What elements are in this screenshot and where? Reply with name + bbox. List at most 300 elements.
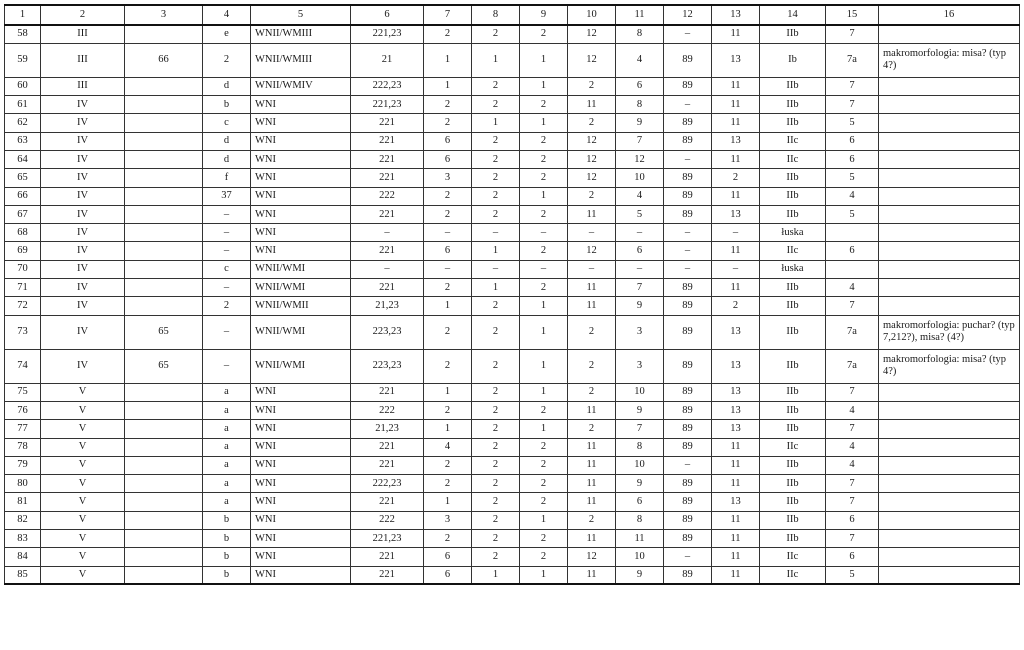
table-cell-col-13: 11 (712, 187, 760, 205)
table-cell-col-11: 10 (616, 169, 664, 187)
table-cell-col-11: 9 (616, 114, 664, 132)
table-cell-col-10: 12 (568, 25, 616, 43)
table-row (5, 456, 1020, 474)
table-cell-col-12: 89 (664, 566, 712, 584)
table-cell-col-3 (125, 96, 203, 114)
table-cell-col-7: 1 (424, 493, 472, 511)
table-cell-col-12: 89 (664, 530, 712, 548)
table-cell-col-8: 2 (472, 401, 520, 419)
table-cell-col-15: 7 (826, 383, 879, 401)
table-cell-col-6: 223,23 (351, 315, 424, 349)
table-cell-col-2: V (41, 511, 125, 529)
table-cell-col-11: 8 (616, 96, 664, 114)
table-cell-col-3 (125, 169, 203, 187)
table-row (5, 43, 1020, 77)
table-cell-col-12: 89 (664, 383, 712, 401)
table-cell-col-8: 2 (472, 150, 520, 168)
table-cell-col-1: 76 (5, 401, 41, 419)
table-cell-col-6: 222 (351, 187, 424, 205)
table-cell-col-7: 2 (424, 96, 472, 114)
table-cell-col-3 (125, 548, 203, 566)
table-cell-col-2: IV (41, 349, 125, 383)
table-row (5, 383, 1020, 401)
table-row (5, 25, 1020, 43)
table-cell-col-11: – (616, 224, 664, 242)
table-cell-col-9: – (520, 224, 568, 242)
table-row (5, 401, 1020, 419)
table-cell-col-11: 9 (616, 475, 664, 493)
table-cell-col-11: 4 (616, 43, 664, 77)
table-cell-col-1: 84 (5, 548, 41, 566)
table-cell-col-6: 21,23 (351, 420, 424, 438)
table-cell-col-3 (125, 205, 203, 223)
table-row (5, 548, 1020, 566)
table-cell-col-1: 60 (5, 77, 41, 95)
table-cell-col-6: – (351, 260, 424, 278)
table-cell-col-13: 11 (712, 77, 760, 95)
table-cell-col-4: b (203, 530, 251, 548)
table-cell-col-11: 8 (616, 438, 664, 456)
table-cell-col-13: – (712, 224, 760, 242)
table-cell-col-12: 89 (664, 279, 712, 297)
table-cell-col-10: 2 (568, 114, 616, 132)
table-cell-col-11: 6 (616, 77, 664, 95)
column-header-2: 2 (41, 5, 125, 25)
table-cell-col-15: 5 (826, 205, 879, 223)
table-cell-col-13: 11 (712, 566, 760, 584)
table-cell-col-3 (125, 150, 203, 168)
table-cell-col-1: 63 (5, 132, 41, 150)
table-cell-col-14: IIb (760, 77, 826, 95)
table-cell-col-16 (879, 401, 1020, 419)
table-cell-col-13: 2 (712, 169, 760, 187)
table-cell-col-6: 222,23 (351, 475, 424, 493)
table-cell-col-9: 1 (520, 77, 568, 95)
table-cell-col-16 (879, 224, 1020, 242)
table-cell-col-13: 13 (712, 420, 760, 438)
table-cell-col-9: 2 (520, 25, 568, 43)
table-cell-col-10: 11 (568, 566, 616, 584)
table-cell-col-3 (125, 114, 203, 132)
table-cell-col-4: b (203, 566, 251, 584)
table-cell-col-5: WNI (251, 566, 351, 584)
table-cell-col-2: IV (41, 279, 125, 297)
table-cell-col-1: 82 (5, 511, 41, 529)
table-cell-col-8: – (472, 260, 520, 278)
table-cell-col-10: 11 (568, 530, 616, 548)
table-cell-col-3 (125, 511, 203, 529)
table-cell-col-16 (879, 96, 1020, 114)
table-cell-col-16: makromorfologia: misa? (typ 4?) (879, 43, 1020, 77)
table-cell-col-1: 58 (5, 25, 41, 43)
table-cell-col-11: 9 (616, 566, 664, 584)
table-cell-col-15: 4 (826, 187, 879, 205)
table-cell-col-11: 3 (616, 315, 664, 349)
table-cell-col-14: IIb (760, 511, 826, 529)
table-cell-col-6: 221 (351, 150, 424, 168)
table-cell-col-5: WNI (251, 420, 351, 438)
table-cell-col-16 (879, 297, 1020, 315)
table-cell-col-5: WNII/WMIV (251, 77, 351, 95)
table-cell-col-12: 89 (664, 132, 712, 150)
table-cell-col-13: 11 (712, 25, 760, 43)
table-row (5, 438, 1020, 456)
table-cell-col-1: 81 (5, 493, 41, 511)
table-row (5, 96, 1020, 114)
table-cell-col-3 (125, 456, 203, 474)
table-cell-col-15: 7 (826, 530, 879, 548)
table-cell-col-7: 2 (424, 475, 472, 493)
table-cell-col-9: 2 (520, 456, 568, 474)
table-cell-col-16: makromorfologia: puchar? (typ 7,212?), misa? (4?) (879, 315, 1020, 349)
table-cell-col-9: 1 (520, 511, 568, 529)
table-cell-col-12: 89 (664, 349, 712, 383)
table-cell-col-4: a (203, 456, 251, 474)
table-cell-col-4: f (203, 169, 251, 187)
table-cell-col-8: 2 (472, 349, 520, 383)
table-cell-col-12: – (664, 242, 712, 260)
table-cell-col-5: WNI (251, 114, 351, 132)
table-cell-col-5: WNI (251, 511, 351, 529)
table-cell-col-13: 11 (712, 242, 760, 260)
table-cell-col-2: V (41, 456, 125, 474)
table-cell-col-7: 2 (424, 315, 472, 349)
table-cell-col-16 (879, 205, 1020, 223)
table-cell-col-13: 13 (712, 315, 760, 349)
table-cell-col-15: 7a (826, 43, 879, 77)
table-cell-col-2: V (41, 383, 125, 401)
table-cell-col-6: 221 (351, 132, 424, 150)
table-cell-col-6: 221 (351, 438, 424, 456)
table-cell-col-9: – (520, 260, 568, 278)
table-cell-col-7: 6 (424, 242, 472, 260)
table-cell-col-6: 221 (351, 548, 424, 566)
table-cell-col-8: 1 (472, 566, 520, 584)
table-cell-col-8: 1 (472, 43, 520, 77)
table-cell-col-1: 64 (5, 150, 41, 168)
table-cell-col-12: 89 (664, 401, 712, 419)
table-cell-col-6: 221 (351, 383, 424, 401)
table-cell-col-5: WNI (251, 96, 351, 114)
table-row (5, 349, 1020, 383)
table-cell-col-4: a (203, 420, 251, 438)
table-cell-col-10: 2 (568, 77, 616, 95)
table-cell-col-7: 2 (424, 187, 472, 205)
table-cell-col-8: 2 (472, 511, 520, 529)
table-cell-col-6: 221 (351, 493, 424, 511)
table-row (5, 260, 1020, 278)
table-cell-col-10: 2 (568, 187, 616, 205)
table-cell-col-9: 2 (520, 530, 568, 548)
table-cell-col-1: 74 (5, 349, 41, 383)
table-cell-col-9: 2 (520, 96, 568, 114)
table-cell-col-3: 65 (125, 315, 203, 349)
table-cell-col-2: IV (41, 187, 125, 205)
table-cell-col-2: IV (41, 114, 125, 132)
table-cell-col-1: 83 (5, 530, 41, 548)
table-cell-col-4: d (203, 150, 251, 168)
table-cell-col-7: 1 (424, 420, 472, 438)
table-cell-col-4: 2 (203, 297, 251, 315)
table-cell-col-14: IIb (760, 530, 826, 548)
table-cell-col-7: 1 (424, 297, 472, 315)
table-cell-col-11: 10 (616, 548, 664, 566)
table-cell-col-1: 65 (5, 169, 41, 187)
table-cell-col-6: – (351, 224, 424, 242)
table-cell-col-14: IIc (760, 566, 826, 584)
table-cell-col-16 (879, 187, 1020, 205)
table-cell-col-13: 11 (712, 456, 760, 474)
table-cell-col-5: WNI (251, 169, 351, 187)
table-cell-col-4: b (203, 511, 251, 529)
table-cell-col-14: IIc (760, 548, 826, 566)
table-cell-col-15: 6 (826, 242, 879, 260)
table-cell-col-12: 89 (664, 297, 712, 315)
table-cell-col-1: 66 (5, 187, 41, 205)
table-cell-col-2: IV (41, 260, 125, 278)
table-cell-col-13: 11 (712, 114, 760, 132)
data-table (4, 4, 1020, 585)
table-cell-col-9: 2 (520, 475, 568, 493)
table-cell-col-15: 4 (826, 438, 879, 456)
table-cell-col-3 (125, 224, 203, 242)
table-cell-col-12: 89 (664, 315, 712, 349)
table-cell-col-12: – (664, 96, 712, 114)
column-header-5: 5 (251, 5, 351, 25)
table-cell-col-1: 62 (5, 114, 41, 132)
table-row (5, 566, 1020, 584)
table-cell-col-10: 11 (568, 279, 616, 297)
table-cell-col-2: III (41, 25, 125, 43)
table-cell-col-12: – (664, 260, 712, 278)
table-cell-col-2: V (41, 493, 125, 511)
table-cell-col-13: 11 (712, 475, 760, 493)
table-cell-col-8: 2 (472, 315, 520, 349)
table-cell-col-11: 3 (616, 349, 664, 383)
table-cell-col-13: 13 (712, 132, 760, 150)
table-cell-col-14: IIb (760, 96, 826, 114)
table-cell-col-15: 7a (826, 349, 879, 383)
table-cell-col-16 (879, 114, 1020, 132)
table-cell-col-16 (879, 566, 1020, 584)
table-cell-col-7: 2 (424, 456, 472, 474)
table-cell-col-8: 2 (472, 297, 520, 315)
table-cell-col-7: – (424, 224, 472, 242)
table-cell-col-1: 77 (5, 420, 41, 438)
table-cell-col-4: – (203, 224, 251, 242)
table-cell-col-5: WNI (251, 456, 351, 474)
table-cell-col-4: e (203, 25, 251, 43)
table-cell-col-14: Ib (760, 43, 826, 77)
table-cell-col-4: – (203, 242, 251, 260)
table-cell-col-8: 2 (472, 205, 520, 223)
table-cell-col-1: 70 (5, 260, 41, 278)
table-cell-col-7: 6 (424, 548, 472, 566)
table-cell-col-7: 1 (424, 383, 472, 401)
table-cell-col-16 (879, 77, 1020, 95)
table-cell-col-9: 2 (520, 205, 568, 223)
table-cell-col-16 (879, 150, 1020, 168)
table-cell-col-4: – (203, 315, 251, 349)
table-cell-col-2: IV (41, 150, 125, 168)
table-cell-col-5: WNI (251, 132, 351, 150)
column-header-14: 14 (760, 5, 826, 25)
table-cell-col-8: 2 (472, 548, 520, 566)
table-cell-col-10: 11 (568, 96, 616, 114)
table-cell-col-9: 1 (520, 297, 568, 315)
table-body (5, 25, 1020, 584)
table-cell-col-16 (879, 438, 1020, 456)
table-cell-col-8: 1 (472, 279, 520, 297)
table-cell-col-1: 79 (5, 456, 41, 474)
column-header-11: 11 (616, 5, 664, 25)
table-cell-col-13: 13 (712, 401, 760, 419)
table-cell-col-11: 7 (616, 420, 664, 438)
table-cell-col-6: 21 (351, 43, 424, 77)
table-cell-col-11: 6 (616, 493, 664, 511)
table-cell-col-2: IV (41, 169, 125, 187)
table-cell-col-12: 89 (664, 43, 712, 77)
table-cell-col-5: WNI (251, 150, 351, 168)
table-cell-col-5: WNII/WMII (251, 297, 351, 315)
table-cell-col-3 (125, 187, 203, 205)
table-cell-col-7: – (424, 260, 472, 278)
table-cell-col-16 (879, 260, 1020, 278)
table-cell-col-1: 85 (5, 566, 41, 584)
table-cell-col-2: IV (41, 297, 125, 315)
table-cell-col-1: 75 (5, 383, 41, 401)
table-cell-col-2: IV (41, 205, 125, 223)
column-header-9: 9 (520, 5, 568, 25)
table-cell-col-8: 2 (472, 438, 520, 456)
table-cell-col-5: WNI (251, 242, 351, 260)
table-cell-col-11: 10 (616, 456, 664, 474)
table-cell-col-10: 11 (568, 456, 616, 474)
table-cell-col-8: 2 (472, 25, 520, 43)
table-cell-col-6: 223,23 (351, 349, 424, 383)
table-cell-col-11: – (616, 260, 664, 278)
table-cell-col-4: a (203, 383, 251, 401)
table-cell-col-9: 2 (520, 242, 568, 260)
table-cell-col-4: a (203, 475, 251, 493)
table-cell-col-14: IIb (760, 315, 826, 349)
table-cell-col-5: WNI (251, 438, 351, 456)
table-cell-col-13: 13 (712, 383, 760, 401)
table-cell-col-15: 7 (826, 96, 879, 114)
table-cell-col-8: 2 (472, 456, 520, 474)
table-cell-col-8: 2 (472, 475, 520, 493)
table-cell-col-11: 10 (616, 383, 664, 401)
table-cell-col-8: 2 (472, 96, 520, 114)
table-cell-col-8: 2 (472, 493, 520, 511)
table-cell-col-6: 21,23 (351, 297, 424, 315)
table-cell-col-11: 8 (616, 25, 664, 43)
table-cell-col-16 (879, 169, 1020, 187)
table-row (5, 77, 1020, 95)
table-cell-col-11: 9 (616, 401, 664, 419)
table-cell-col-5: WNII/WMIII (251, 25, 351, 43)
table-cell-col-5: WNI (251, 205, 351, 223)
table-row (5, 530, 1020, 548)
table-cell-col-6: 221,23 (351, 96, 424, 114)
table-cell-col-11: 7 (616, 132, 664, 150)
table-row (5, 132, 1020, 150)
table-cell-col-2: IV (41, 96, 125, 114)
table-cell-col-5: WNI (251, 383, 351, 401)
table-cell-col-10: – (568, 224, 616, 242)
table-cell-col-7: 3 (424, 511, 472, 529)
table-cell-col-10: 11 (568, 493, 616, 511)
table-cell-col-14: IIb (760, 349, 826, 383)
table-cell-col-10: 2 (568, 383, 616, 401)
table-cell-col-14: IIb (760, 493, 826, 511)
column-header-16: 16 (879, 5, 1020, 25)
table-cell-col-9: 2 (520, 493, 568, 511)
table-cell-col-2: V (41, 475, 125, 493)
table-row (5, 150, 1020, 168)
table-cell-col-4: c (203, 114, 251, 132)
table-cell-col-4: – (203, 279, 251, 297)
table-cell-col-12: 89 (664, 475, 712, 493)
table-cell-col-2: IV (41, 132, 125, 150)
table-cell-col-11: 12 (616, 150, 664, 168)
table-cell-col-4: 2 (203, 43, 251, 77)
table-cell-col-7: 6 (424, 150, 472, 168)
table-cell-col-12: 89 (664, 114, 712, 132)
table-cell-col-16 (879, 548, 1020, 566)
table-cell-col-16 (879, 511, 1020, 529)
table-cell-col-10: 12 (568, 548, 616, 566)
table-cell-col-9: 1 (520, 187, 568, 205)
table-cell-col-5: WNII/WMI (251, 279, 351, 297)
table-cell-col-8: 2 (472, 530, 520, 548)
table-cell-col-11: 6 (616, 242, 664, 260)
table-cell-col-12: – (664, 25, 712, 43)
table-cell-col-2: V (41, 530, 125, 548)
table-cell-col-6: 221 (351, 279, 424, 297)
table-cell-col-13: 13 (712, 43, 760, 77)
table-cell-col-13: 13 (712, 349, 760, 383)
table-row (5, 187, 1020, 205)
table-cell-col-4: b (203, 548, 251, 566)
table-cell-col-11: 11 (616, 530, 664, 548)
table-cell-col-1: 67 (5, 205, 41, 223)
column-header-15: 15 (826, 5, 879, 25)
table-cell-col-7: 2 (424, 530, 472, 548)
table-cell-col-1: 78 (5, 438, 41, 456)
table-cell-col-6: 221 (351, 169, 424, 187)
table-cell-col-14: IIb (760, 187, 826, 205)
table-cell-col-1: 72 (5, 297, 41, 315)
table-cell-col-7: 2 (424, 114, 472, 132)
table-cell-col-13: 11 (712, 150, 760, 168)
table-cell-col-10: 2 (568, 511, 616, 529)
table-cell-col-2: V (41, 420, 125, 438)
table-cell-col-13: 11 (712, 548, 760, 566)
table-cell-col-12: 89 (664, 420, 712, 438)
table-cell-col-5: WNI (251, 224, 351, 242)
table-cell-col-10: 2 (568, 420, 616, 438)
table-cell-col-16 (879, 456, 1020, 474)
table-cell-col-9: 1 (520, 349, 568, 383)
table-cell-col-3 (125, 530, 203, 548)
table-cell-col-6: 221 (351, 566, 424, 584)
column-header-6: 6 (351, 5, 424, 25)
table-cell-col-10: 12 (568, 132, 616, 150)
table-cell-col-4: b (203, 96, 251, 114)
table-cell-col-10: 12 (568, 43, 616, 77)
table-cell-col-6: 221 (351, 114, 424, 132)
